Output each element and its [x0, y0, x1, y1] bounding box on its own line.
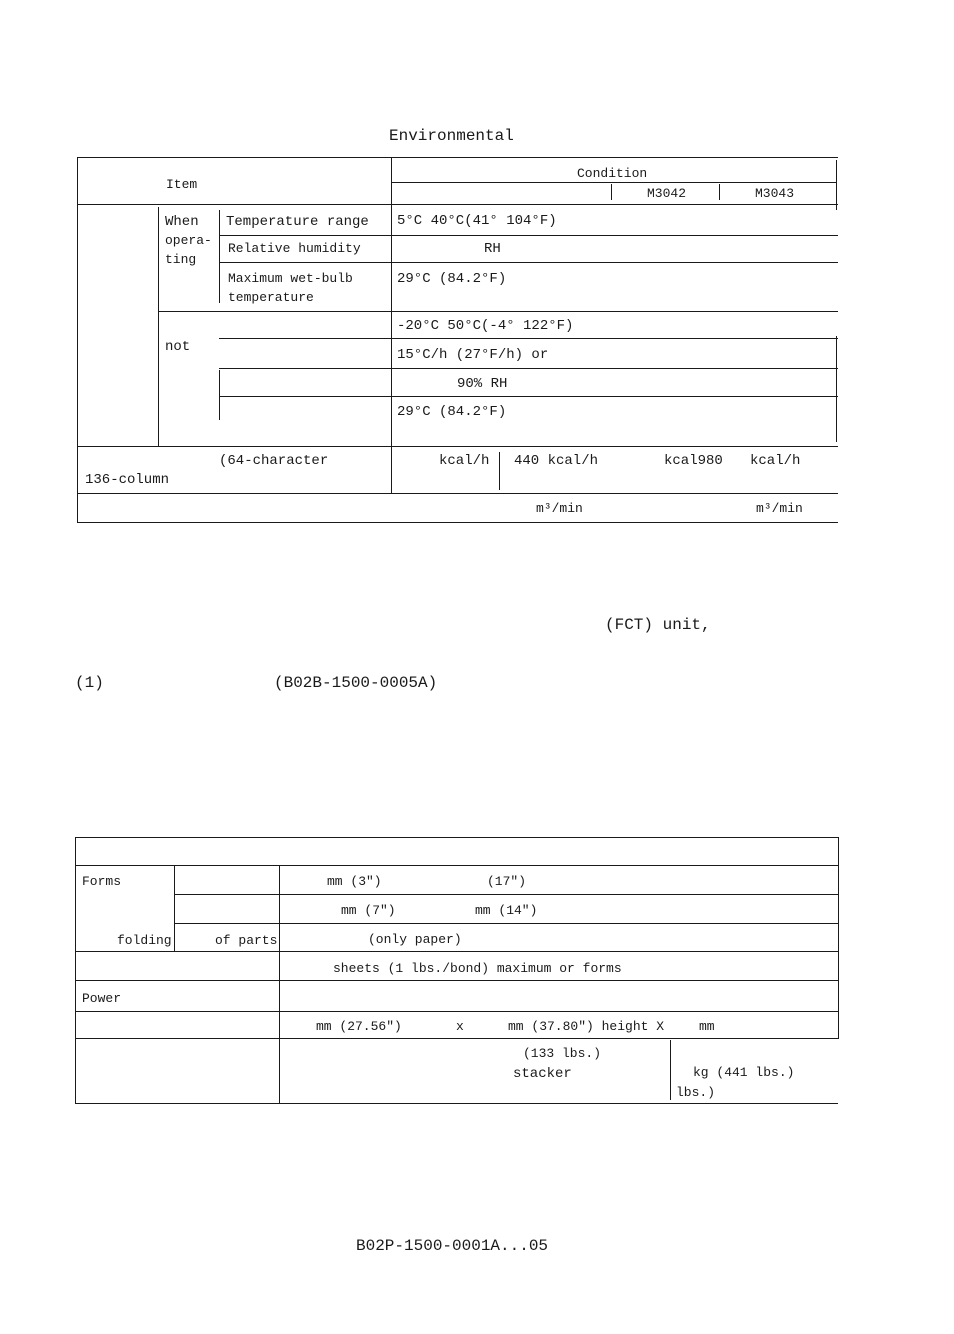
t2-weight-stacker: stacker: [513, 1066, 572, 1082]
body-doc-ref: (B02B-1500-0005A): [274, 674, 438, 692]
t1-header-m3042: M3042: [647, 186, 687, 201]
t2-weight-1: (133 lbs.): [523, 1046, 602, 1061]
op-wetbulb-label-1: Maximum wet-bulb: [228, 271, 353, 286]
op-wetbulb-value: 29°C (84.2°F): [397, 271, 507, 287]
t2-power-label: Power: [82, 991, 122, 1006]
t2-weight-3: lbs.): [676, 1085, 716, 1100]
op-temp-value: 5°C 40°C(41° 104°F): [397, 213, 557, 229]
t1-vrule-right: [836, 160, 837, 210]
t1-rule-heat: [77, 446, 838, 447]
t1-rule-op1: [219, 235, 838, 236]
t1-vrule-op-sub: [219, 210, 220, 303]
t2-width-max: (17"): [487, 874, 527, 889]
op-wetbulb-label-2: temperature: [228, 290, 314, 305]
t2-vrule-left: [75, 837, 76, 1103]
t1-rule-cond: [391, 182, 836, 183]
op-label-when: When: [165, 214, 199, 230]
air-value-2: m³/min: [756, 501, 803, 516]
t1-vrule-item: [391, 157, 392, 493]
t2-rule-7: [75, 1038, 838, 1039]
t1-vrule-m3043: [719, 184, 720, 200]
t2-stack-value: sheets (1 lbs./bond) maximum or forms: [333, 961, 622, 976]
heat-label-1: (64-character: [219, 453, 329, 469]
t1-rule-op-end: [158, 311, 838, 312]
footer-doc-number: B02P-1500-0001A...05: [356, 1237, 549, 1255]
t2-rule-top: [75, 837, 838, 838]
t1-vrule-heat: [499, 452, 500, 490]
t2-vrule-sub: [174, 865, 175, 951]
t1-header-item: Item: [166, 177, 198, 192]
t2-vrule-value: [279, 865, 280, 1103]
t2-rule-1: [75, 865, 838, 866]
op-humidity-value: RH: [484, 241, 501, 257]
nop-value-rate: 15°C/h (27°F/h) or: [397, 347, 549, 363]
t2-dim-2: mm (37.80") height X: [508, 1019, 665, 1034]
t1-rule-bottom: [77, 522, 838, 523]
t1-vrule-m3042: [611, 184, 612, 200]
t1-rule-nop2: [219, 368, 838, 369]
nop-value-temp: -20°C 50°C(-4° 122°F): [397, 318, 574, 334]
t2-length-max: mm (14"): [475, 903, 538, 918]
t2-rule-4: [75, 951, 838, 952]
t2-rule-bottom: [75, 1103, 838, 1104]
t1-rule-nop1: [219, 338, 838, 339]
nop-label: not: [165, 339, 191, 355]
t1-rule-top: [77, 157, 838, 158]
t2-vrule-weight: [670, 1040, 671, 1100]
body-item-number: (1): [75, 674, 104, 692]
t2-folding-label: folding: [117, 933, 172, 948]
air-value-1: m³/min: [536, 501, 583, 516]
t1-rule-op2: [219, 262, 838, 263]
t2-rule-2: [174, 894, 838, 895]
op-temp-label: Temperature range: [226, 214, 369, 230]
t1-header-condition: Condition: [577, 166, 648, 181]
heat-value-3: kcal980: [664, 453, 723, 469]
t1-rule-air: [77, 493, 838, 494]
t2-parts-value: (only paper): [368, 932, 462, 947]
t1-vrule-group: [158, 207, 159, 447]
t1-vrule-nop-sub: [219, 370, 220, 420]
body-fct-unit: (FCT) unit,: [605, 616, 711, 634]
nop-value-wetbulb: 29°C (84.2°F): [397, 404, 507, 420]
heat-value-4: kcal/h: [750, 453, 801, 469]
t2-width-min: mm (3"): [327, 874, 382, 889]
t2-forms-label: Forms: [82, 874, 122, 889]
heat-value-1: kcal/h: [439, 453, 490, 469]
t1-rule-nop3: [219, 396, 838, 397]
t2-dim-x: x: [456, 1019, 464, 1034]
t2-rule-6: [75, 1011, 838, 1012]
nop-value-humidity: 90% RH: [457, 376, 508, 392]
op-label-opera: opera-: [165, 233, 212, 248]
t2-weight-2: kg (441 lbs.): [693, 1065, 795, 1080]
t2-length-min: mm (7"): [341, 903, 396, 918]
t2-rule-3: [174, 923, 838, 924]
t2-vrule-right: [838, 837, 839, 1039]
t2-parts-label: of parts: [215, 933, 278, 948]
t1-vrule-left: [77, 157, 78, 522]
t1-header-m3043: M3043: [755, 186, 795, 201]
t2-dim-3: mm: [699, 1019, 715, 1034]
t2-dim-1: mm (27.56"): [316, 1019, 402, 1034]
heat-value-2: 440 kcal/h: [514, 453, 599, 469]
op-humidity-label: Relative humidity: [228, 241, 361, 256]
op-label-ting: ting: [165, 252, 197, 267]
table1-title: Environmental: [389, 127, 514, 145]
heat-label-2: 136-column: [85, 472, 170, 488]
t1-vrule-right-2: [836, 336, 837, 442]
t2-rule-5: [75, 980, 838, 981]
t1-rule-header: [77, 204, 838, 205]
